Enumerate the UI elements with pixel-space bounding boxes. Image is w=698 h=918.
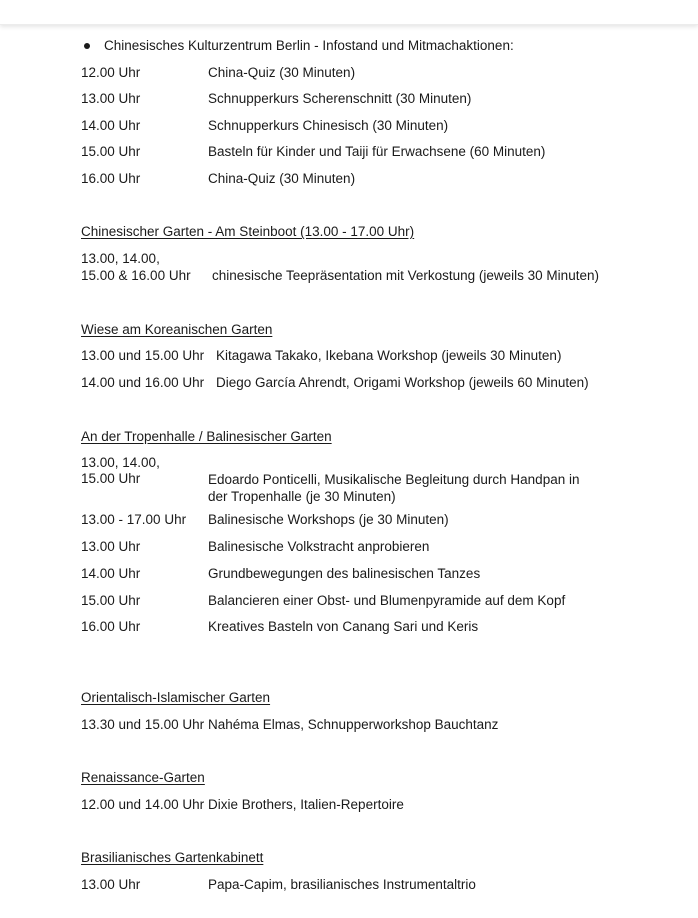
schedule-desc: Kreatives Basteln von Canang Sari und Keris <box>208 619 479 634</box>
schedule-desc: China-Quiz (30 Minuten) <box>208 65 356 80</box>
schedule-desc: Basteln für Kinder und Taiji für Erwachsene (60 Minuten) <box>208 144 546 159</box>
schedule-desc: Balinesische Volkstracht anprobieren <box>208 539 430 554</box>
schedule-time: 15.00 Uhr <box>81 471 141 486</box>
schedule-desc: chinesische Teepräsentation mit Verkostung (jeweils 30 Minuten) <box>212 268 599 283</box>
schedule-time: 13.00, 14.00, <box>81 455 160 470</box>
section-heading-korean-garden: Wiese am Koreanischen Garten <box>81 322 273 337</box>
schedule-desc: Balinesische Workshops (je 30 Minuten) <box>208 512 449 527</box>
section-heading-oriental-garden: Orientalisch-Islamischer Garten <box>81 690 271 705</box>
intro-bullet-text: Chinesisches Kulturzentrum Berlin - Infostand und Mitmachaktionen: <box>104 38 514 53</box>
schedule-time: 13.00 Uhr <box>81 539 141 554</box>
schedule-desc: Schnupperkurs Chinesisch (30 Minuten) <box>208 118 449 133</box>
schedule-time: 13.30 und 15.00 Uhr <box>81 717 205 732</box>
schedule-time: 12.00 Uhr <box>81 65 141 80</box>
schedule-desc: Edoardo Ponticelli, Musikalische Begleitung durch Handpan in der Tropenhalle (je 30 Minuten) <box>208 472 580 504</box>
schedule-time: 16.00 Uhr <box>81 619 141 634</box>
schedule-desc: Schnupperkurs Scherenschnitt (30 Minuten) <box>208 91 472 106</box>
bullet-dot <box>84 43 90 49</box>
section-heading-brazilian-garden: Brasilianisches Gartenkabinett <box>81 850 264 865</box>
schedule-time: 13.00, 14.00, <box>81 251 160 266</box>
schedule-time: 13.00 und 15.00 Uhr <box>81 348 205 363</box>
schedule-time: 15.00 & 16.00 Uhr <box>81 268 191 283</box>
schedule-desc: China-Quiz (30 Minuten) <box>208 171 356 186</box>
schedule-time: 15.00 Uhr <box>81 593 141 608</box>
section-heading-renaissance-garden: Renaissance-Garten <box>81 770 205 785</box>
schedule-time: 14.00 Uhr <box>81 118 141 133</box>
schedule-desc: Kitagawa Takako, Ikebana Workshop (jeweils 30 Minuten) <box>216 348 562 363</box>
schedule-time: 14.00 und 16.00 Uhr <box>81 375 205 390</box>
schedule-time: 13.00 Uhr <box>81 91 141 106</box>
schedule-time: 13.00 Uhr <box>81 877 141 892</box>
schedule-time: 13.00 - 17.00 Uhr <box>81 512 187 527</box>
section-heading-chinese-garden: Chinesischer Garten - Am Steinboot (13.00 - 17.00 Uhr) <box>81 224 415 239</box>
schedule-time: 15.00 Uhr <box>81 144 141 159</box>
schedule-desc: Dixie Brothers, Italien-Repertoire <box>208 797 404 812</box>
schedule-desc: Nahéma Elmas, Schnupperworkshop Bauchtanz <box>208 717 499 732</box>
schedule-desc: Diego García Ahrendt, Origami Workshop (jeweils 60 Minuten) <box>216 375 589 390</box>
schedule-desc: Grundbewegungen des balinesischen Tanzes <box>208 566 481 581</box>
schedule-time: 12.00 und 14.00 Uhr <box>81 797 205 812</box>
schedule-time: 16.00 Uhr <box>81 171 141 186</box>
schedule-time: 14.00 Uhr <box>81 566 141 581</box>
section-heading-balinese-garden: An der Tropenhalle / Balinesischer Garten <box>81 429 332 444</box>
schedule-desc: Papa-Capim, brasilianisches Instrumentaltrio <box>208 877 476 892</box>
schedule-desc: Balancieren einer Obst- und Blumenpyramide auf dem Kopf <box>208 593 566 608</box>
